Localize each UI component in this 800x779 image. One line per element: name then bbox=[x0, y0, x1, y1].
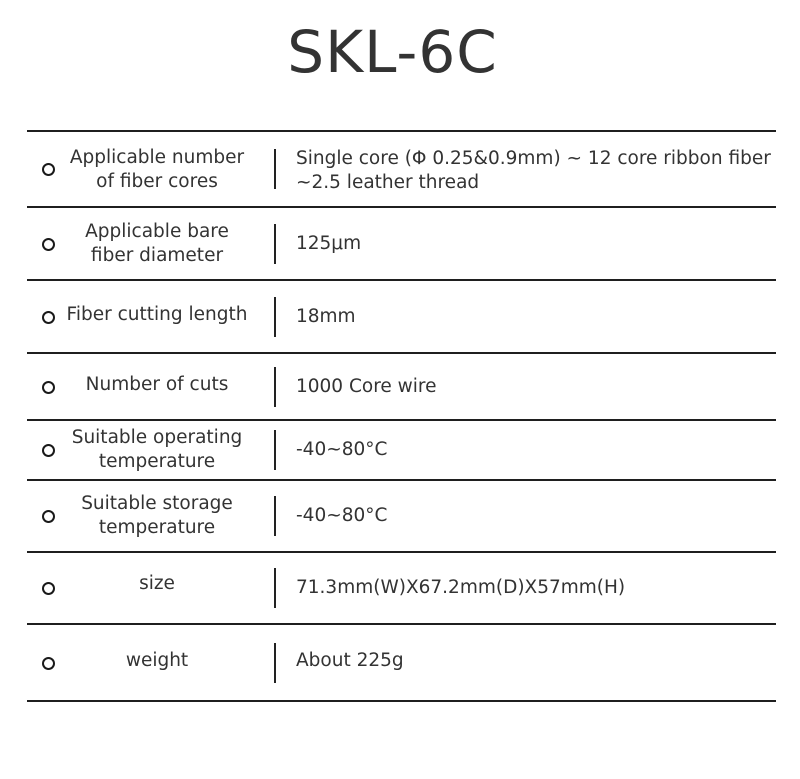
column-divider bbox=[274, 224, 276, 264]
spec-label: Applicable number of fiber cores bbox=[69, 147, 245, 192]
column-divider bbox=[274, 430, 276, 470]
column-divider bbox=[274, 149, 276, 189]
circle-bullet-icon bbox=[42, 657, 55, 670]
circle-bullet-icon bbox=[42, 238, 55, 251]
spec-row bbox=[27, 623, 776, 702]
spec-value: 18mm bbox=[296, 305, 356, 327]
spec-label: Applicable bare fiber diameter bbox=[85, 220, 229, 266]
spec-row bbox=[27, 279, 776, 352]
spec-row bbox=[27, 479, 776, 551]
spec-label: size bbox=[139, 573, 175, 594]
spec-table bbox=[27, 130, 776, 702]
circle-bullet-icon bbox=[42, 444, 55, 457]
column-divider bbox=[274, 367, 276, 407]
circle-bullet-icon bbox=[42, 163, 55, 176]
column-divider bbox=[274, 568, 276, 608]
circle-bullet-icon bbox=[42, 582, 55, 595]
column-divider bbox=[274, 297, 276, 337]
circle-bullet-icon bbox=[42, 510, 55, 523]
spec-row bbox=[27, 206, 776, 279]
spec-row bbox=[27, 352, 776, 419]
spec-value: 1000 Core wire bbox=[296, 375, 437, 397]
spec-label: Fiber cutting length bbox=[66, 303, 248, 325]
spec-label: Suitable operating temperature bbox=[71, 427, 243, 472]
spec-label: weight bbox=[125, 649, 189, 671]
spec-value: Single core (Φ 0.25&0.9mm) ~ 12 core ribbon fiber ~2.5 leather thread bbox=[296, 148, 771, 193]
spec-row bbox=[27, 419, 776, 479]
spec-value: 71.3mm(W)X67.2mm(D)X57mm(H) bbox=[296, 577, 626, 598]
spec-label: Number of cuts bbox=[85, 373, 229, 395]
circle-bullet-icon bbox=[42, 311, 55, 324]
page-title: SKL-6C bbox=[287, 18, 498, 86]
spec-row bbox=[27, 551, 776, 623]
spec-value: -40~80°C bbox=[296, 505, 388, 526]
spec-value: About 225g bbox=[296, 649, 404, 671]
spec-row bbox=[27, 130, 776, 206]
spec-value: -40~80°C bbox=[296, 439, 388, 460]
column-divider bbox=[274, 643, 276, 683]
spec-label: Suitable storage temperature bbox=[81, 493, 233, 538]
circle-bullet-icon bbox=[42, 381, 55, 394]
spec-value: 125μm bbox=[296, 232, 362, 254]
column-divider bbox=[274, 496, 276, 536]
